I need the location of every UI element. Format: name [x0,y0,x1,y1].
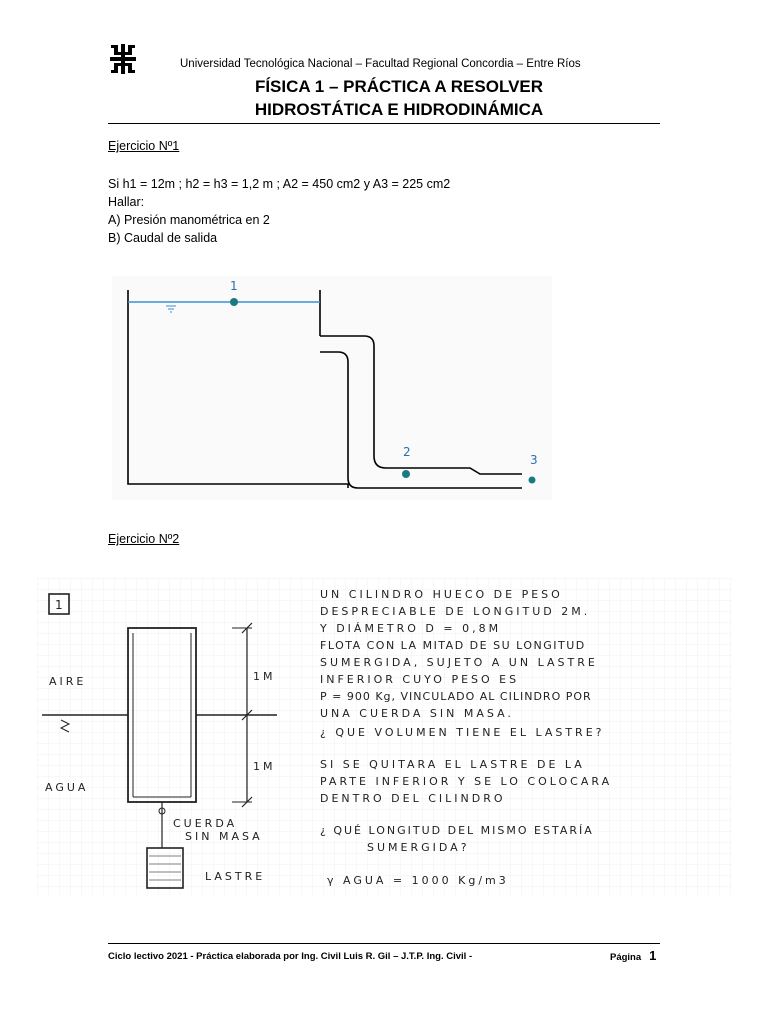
point-2 [402,470,410,478]
label-air: AIRE [49,675,87,688]
exercise2-handwritten-figure [37,578,732,896]
hw-line-15: γ AGUA = 1000 Kg/m3 [327,874,509,887]
label-rope: CUERDA [173,817,238,830]
utn-logo-icon [108,44,138,74]
footer-text: Ciclo lectivo 2021 - Práctica elaborada por Ing. Civil Luis R. Gil – J.T.P. Ing. Civil - [108,951,473,962]
point-3 [529,477,536,484]
page-number: 1 [649,948,657,963]
dim-bottom: 1M [253,760,276,773]
hw-line-6: INFERIOR CUYO PESO ES [320,673,520,686]
hw-line-10: SI SE QUITARA EL LASTRE DE LA [320,758,585,771]
hw-line-2: DESPRECIABLE DE LONGITUD 2M. [320,605,591,618]
exercise1-item-b: B) Caudal de salida [108,231,218,245]
hw-line-11: PARTE INFERIOR Y SE LO COLOCARA [320,775,613,788]
label-ballast: LASTRE [205,870,266,883]
label-water: AGUA [45,781,89,794]
header-divider [108,123,660,124]
box-number: 1 [55,598,63,612]
label-rope-2: SIN MASA [185,830,263,843]
page-indicator [610,948,656,963]
exercise2-heading: Ejercicio Nº2 [108,532,180,546]
hw-line-4: FLOTA CON LA MITAD DE SU LONGITUD [320,639,586,652]
hw-line-9: ¿ QUE VOLUMEN TIENE EL LASTRE? [320,726,605,739]
hw-line-13: ¿ QUÉ LONGITUD DEL MISMO ESTARÍA [320,824,594,837]
hw-line-5: SUMERGIDA, SUJETO A UN LASTRE [320,656,598,669]
hw-line-3: Y DIÁMETRO D = 0,8M [320,622,502,635]
exercise1-item-a: A) Presión manométrica en 2 [108,213,270,227]
exercise1-heading: Ejercicio Nº1 [108,139,180,153]
hw-line-12: DENTRO DEL CILINDRO [320,792,506,805]
university-name: Universidad Tecnológica Nacional – Facultad Regional Concordia – Entre Ríos [180,58,581,70]
page-subtitle: HIDROSTÁTICA E HIDRODINÁMICA [254,100,544,119]
hw-line-14: SUMERGIDA? [367,841,470,854]
exercise1-tank-diagram [112,276,552,500]
footer-divider [108,943,660,944]
point-1 [230,298,238,306]
point-1-label: 1 [230,279,238,293]
dim-top: 1M [253,670,276,683]
exercise1-hallar: Hallar: [108,195,145,209]
page-label: Página [610,952,642,963]
point-3-label: 3 [530,453,538,467]
point-2-label: 2 [403,445,411,459]
hw-line-7: P = 900 Kg, VINCULADO AL CILINDRO POR [320,690,592,703]
hw-line-1: UN CILINDRO HUECO DE PESO [320,588,563,601]
exercise1-data: Si h1 = 12m ; h2 = h3 = 1,2 m ; A2 = 450 cm2 y A3 = 225 cm2 [108,177,451,191]
page-title: FÍSICA 1 – PRÁCTICA A RESOLVER [254,77,544,96]
hw-line-8: UNA CUERDA SIN MASA. [320,707,514,720]
